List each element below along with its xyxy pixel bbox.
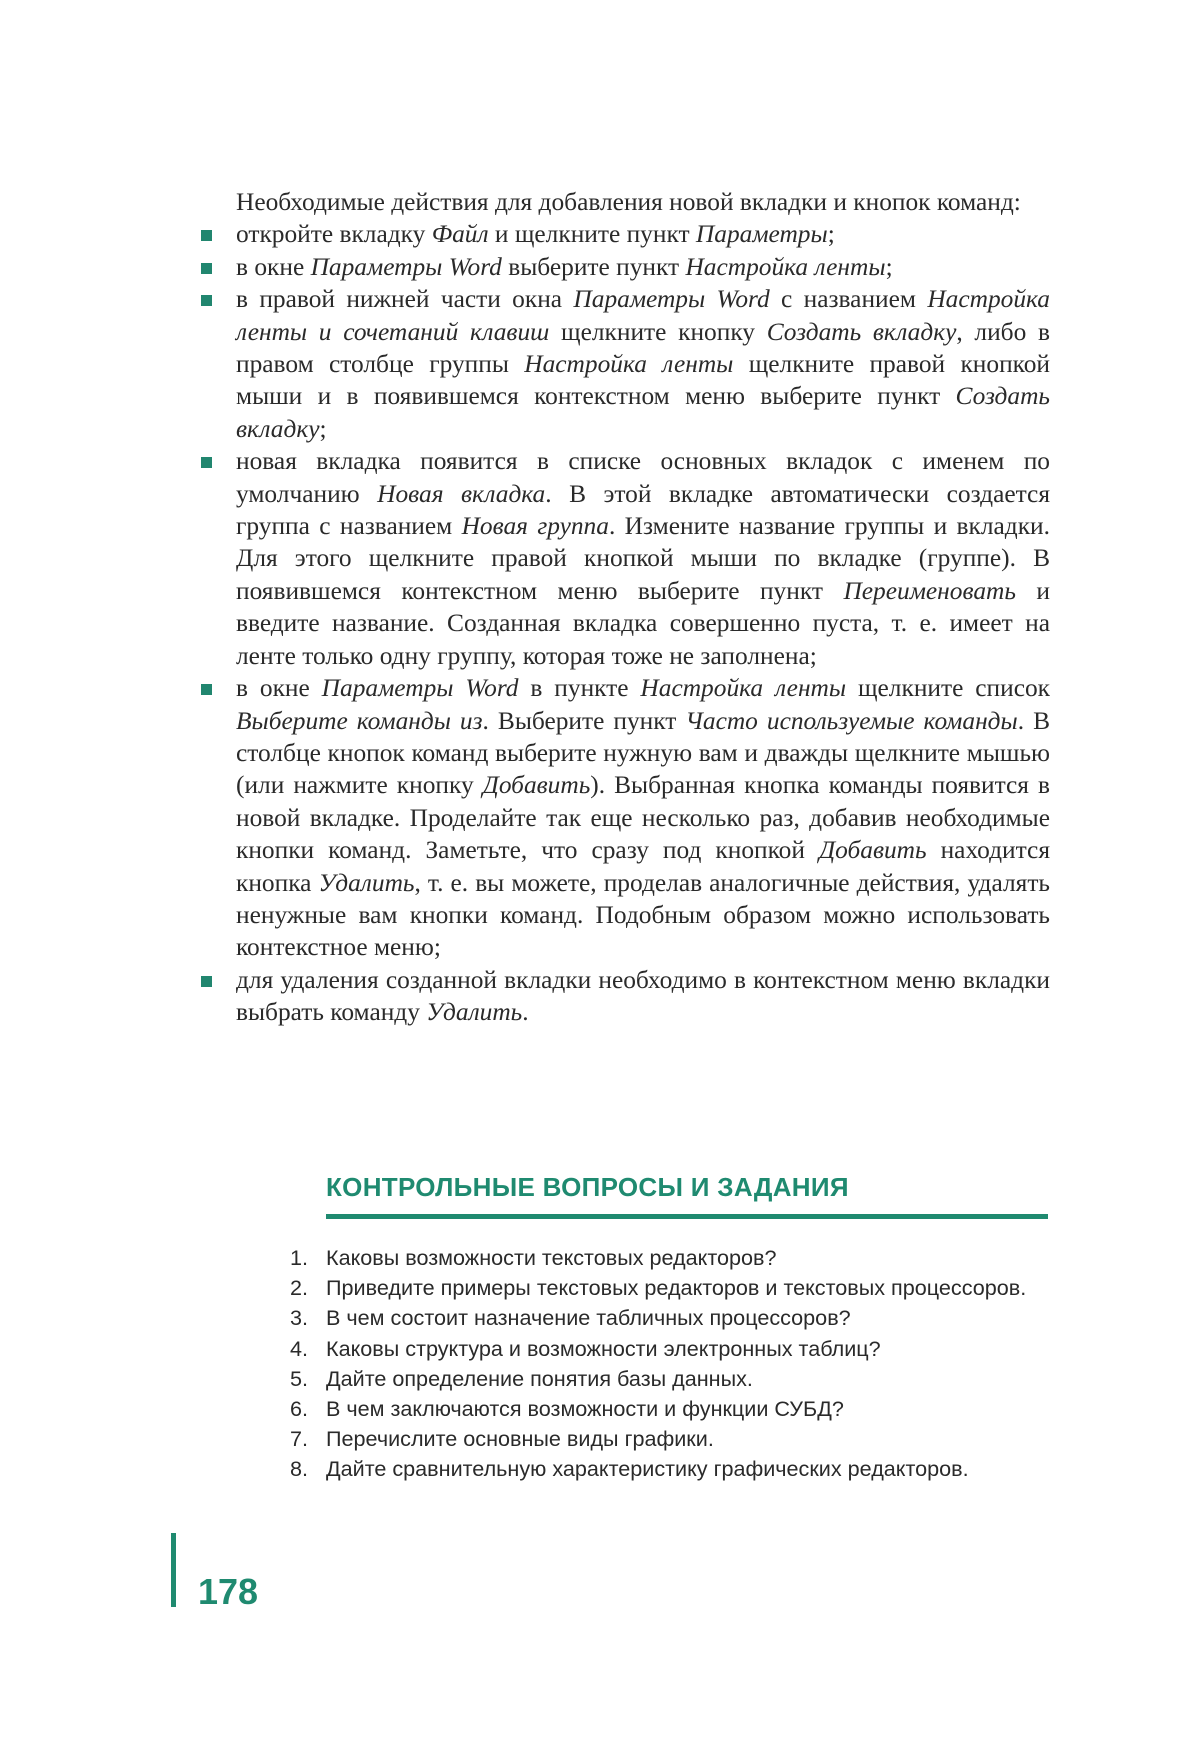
text-run: . Выберите пункт <box>482 706 686 735</box>
question-number: 5. <box>290 1365 309 1391</box>
text-run: . В столбце кнопок команд выберите нужную вам и дважды щелкните мышью (или нажмите кнопку <box>236 706 1051 800</box>
bullet-square-icon <box>201 457 212 468</box>
italic-term: Параметры Word <box>310 252 502 281</box>
question-text: Каковы возможности текстовых редакторов? <box>326 1245 777 1270</box>
question-text: Дайте определение понятия базы данных. <box>326 1365 753 1391</box>
italic-term: Настройка ленты <box>640 674 847 703</box>
question-item <box>284 1394 1052 1424</box>
question-number: 1. <box>290 1245 309 1270</box>
italic-term: Настройка ленты <box>524 350 734 379</box>
italic-term: Часто используемые команды <box>685 706 1018 735</box>
italic-term: Создать вкладку <box>766 317 957 346</box>
bullet-square-icon <box>201 684 212 695</box>
question-number: 7. <box>290 1426 309 1452</box>
list-item <box>198 672 1050 964</box>
question-number: 8. <box>290 1456 309 1482</box>
text-run: находится кнопка <box>236 836 1050 897</box>
text-run: , т. е. вы можете, проделав аналогичные действия, удалять ненужные вам кнопки команд. Подобным образом можно использовать контекстное меню; <box>236 868 1050 962</box>
text-run: щелкните список <box>846 674 1050 703</box>
text-run: в правой нижней части окна <box>236 285 574 314</box>
page-number-bar <box>171 1533 176 1607</box>
italic-term: Новая вкладка <box>377 479 546 508</box>
question-text: В чем заключаются возможности и функции СУБД? <box>326 1396 844 1422</box>
text-run: в окне <box>236 252 311 281</box>
question-text: В чем состоит назначение табличных процессоров? <box>326 1305 851 1331</box>
italic-term: Параметры Word <box>321 674 519 703</box>
bullet-square-icon <box>201 976 212 987</box>
question-number: 2. <box>290 1275 309 1301</box>
question-number: 4. <box>290 1335 309 1361</box>
question-item <box>284 1243 1052 1273</box>
italic-term: Параметры <box>695 220 828 249</box>
text-run: . В этой вкладке автоматически создается группа с названием <box>236 479 1050 541</box>
italic-term: Добавить <box>818 836 927 865</box>
text-run: новая вкладка появится в списке основных вкладок с именем по умолчанию <box>236 447 1050 508</box>
instruction-list <box>198 218 1050 1028</box>
text-run: щелкните кнопку <box>549 317 767 346</box>
italic-term: Удалить <box>318 868 415 897</box>
text-run: щелкните правой кнопкой мыши и в появившемся контекстном меню выберите пункт <box>236 350 1050 411</box>
text-run: , либо в правом столбце группы <box>236 317 1050 379</box>
list-item <box>198 445 1050 672</box>
questions-list <box>284 1243 1052 1485</box>
text-run: для удаления созданной вкладки необходимо в контекстном меню вкладки выбрать команду <box>236 965 1050 1027</box>
page-number: 178 <box>198 1571 259 1612</box>
italic-term: Выберите команды из <box>236 706 483 735</box>
text-run: и введите название. Созданная вкладка совершенно пуста, т. е. имеет на ленте только одну группу, которая тоже не заполнена; <box>236 576 1050 670</box>
text-run: . <box>522 998 529 1027</box>
text-run: с названием <box>769 285 928 314</box>
question-item <box>284 1454 1052 1484</box>
text-run: откройте вкладку <box>236 220 432 249</box>
question-item <box>284 1424 1052 1454</box>
question-item <box>284 1273 1052 1303</box>
bullet-square-icon <box>201 263 212 274</box>
italic-term: Файл <box>431 220 489 249</box>
question-text: Дайте сравнительную характеристику графических редакторов. <box>326 1456 969 1482</box>
italic-term: Параметры Word <box>573 285 770 314</box>
text-run: ; <box>319 414 327 443</box>
list-item <box>198 218 1050 250</box>
list-item <box>198 283 1050 445</box>
question-text: Каковы структура и возможности электронных таблиц? <box>326 1335 881 1361</box>
question-number: 3. <box>290 1305 309 1331</box>
text-run: в окне <box>236 674 322 703</box>
question-text: Перечислите основные виды графики. <box>326 1426 714 1452</box>
italic-term: Настройка ленты <box>685 252 886 281</box>
list-item <box>198 964 1050 1029</box>
text-run: и щелкните пункт <box>488 220 696 249</box>
italic-term: Добавить <box>482 771 591 800</box>
italic-term: Настройка ленты и сочетаний клавиш <box>236 285 1050 346</box>
italic-term: Создать вкладку <box>236 382 1050 443</box>
question-item <box>284 1303 1052 1333</box>
question-text: Приведите примеры текстовых редакторов и текстовых процессоров. <box>326 1275 1027 1301</box>
italic-term: Переименовать <box>843 576 1016 605</box>
text-run: ; <box>827 220 835 249</box>
question-item <box>284 1364 1052 1394</box>
text-run: . Измените название группы и вкладки. Для этого щелкните правой кнопкой мыши по вкладке (группе). В появившемся контекстном меню выберите пункт <box>236 512 1050 605</box>
text-run: в пункте <box>518 674 641 703</box>
bullet-square-icon <box>201 295 212 306</box>
bullet-square-icon <box>201 230 212 241</box>
text-run: ). Выбранная кнопка команды появится в новой вкладке. Проделайте так еще несколько раз, добавив необходимые кнопки команд. Заметьте, что сразу под кнопкой <box>236 771 1050 865</box>
list-item <box>198 251 1050 283</box>
section-title: КОНТРОЛЬНЫЕ ВОПРОСЫ И ЗАДАНИЯ <box>326 1172 849 1202</box>
italic-term: Новая группа <box>461 512 609 541</box>
question-number: 6. <box>290 1396 309 1422</box>
italic-term: Удалить <box>426 998 523 1027</box>
section-rule <box>326 1214 1048 1219</box>
text-run: ; <box>885 252 893 281</box>
intro-paragraph: Необходимые действия для добавления новой вкладки и кнопок команд: <box>236 188 1021 216</box>
text-run: выберите пункт <box>501 252 686 281</box>
question-item <box>284 1334 1052 1364</box>
body-text <box>198 186 1050 1029</box>
